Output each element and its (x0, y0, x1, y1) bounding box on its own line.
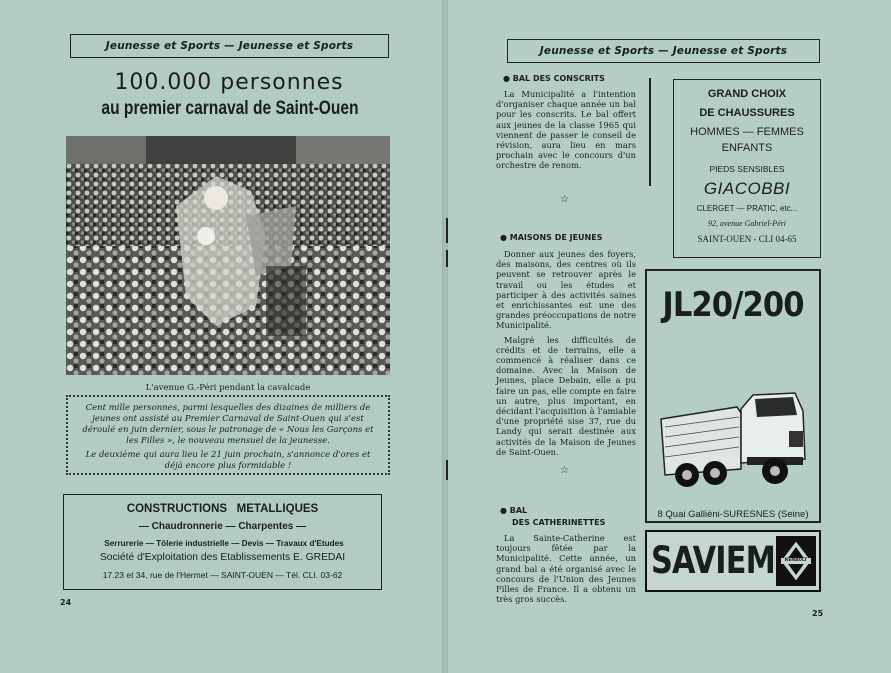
ad-line-2: — Chaudronnerie — Charpentes — (138, 521, 307, 532)
truck-model: JL20/200 (662, 285, 804, 325)
truck-ad-address: 8 Quai Galliéni-SURESNES (Seine) (657, 509, 809, 520)
right-page-number: 25 (812, 609, 824, 618)
article-box (66, 395, 390, 475)
article-subtitle: au premier carnaval de Saint-Ouen (101, 98, 359, 119)
star-divider: ☆ (560, 465, 569, 476)
left-page-number: 24 (60, 598, 72, 607)
right-header: Jeunesse et Sports — Jeunesse et Sports (507, 39, 820, 63)
binding-mark (446, 250, 448, 267)
article-title: 100.000 personnes (114, 70, 344, 95)
ad-line-5: 17.23 et 34, rue de l'Hermet — SAINT-OUEN — Tél. CLI. 03-62 (102, 570, 343, 580)
article-paragraph-1: Cent mille personnes, parmi lesquelles des dizaines de milliers de jeunes ont assisté au Premier Carnaval de Saint-Ouen qui s'est déroulé en juin dernier, sous le patronage de « Nous les Garçons et les Filles », le nouveau mensuel de la jeunesse. (82, 403, 374, 446)
carnival-photo (66, 136, 390, 375)
crowd-image (66, 136, 390, 375)
saviem-brand: SAVIEM (651, 539, 776, 582)
section-heading-maisons-jeunes: ● MAISONS DE JEUNES (500, 233, 603, 242)
shoe-ad-line-8: 92, avenue Gabriel-Péri (708, 219, 786, 228)
section-heading-catherinettes: DES CATHERINETTES (512, 518, 606, 527)
metal-construction-ad (63, 494, 382, 590)
shoe-ad-line-1: GRAND CHOIX (707, 88, 787, 100)
section-heading-bal-conscrits: ● BAL DES CONSCRITS (503, 74, 605, 83)
truck-icon (657, 371, 813, 501)
binding-mark (446, 218, 448, 243)
paragraph: La Municipalité a l'intention d'organiser chaque année un bal pour les conscrits. Le bal offert aux jeunes de la classe 1965 qui viennent de passer le conseil de révision, aura lieu en mars prochain avec le concours d'un orchestre de renom. (496, 89, 636, 171)
ad-line-3: Serrurerie — Tôlerie industrielle — Devis — Travaux d'Etudes (104, 539, 344, 548)
renault-logo-text: RENAULT (784, 558, 808, 563)
shoe-store-ad (673, 79, 821, 258)
left-header: Jeunesse et Sports — Jeunesse et Sports (70, 34, 389, 58)
shoe-ad-line-7: CLERGET — PRATIC, etc... (696, 204, 798, 213)
shoe-ad-brand: GIACOBBI (703, 179, 791, 198)
renault-logo (775, 535, 817, 587)
shoe-ad-line-5: PIEDS SENSIBLES (709, 164, 785, 174)
section-text-bal-conscrits (496, 89, 636, 175)
article-paragraph-2: Le deuxième qui aura lieu le 21 juin prochain, s'annonce d'ores et déjà encore plus formidable ! (85, 450, 371, 471)
paragraph: La Sainte-Catherine est toujours fêtée par la Municipalité. Cette année, un grand bal a été organisé avec le concours de l'Union des Jeunes Filles de France. Il a obtenu un très gros succès. (496, 533, 636, 605)
paragraph: Malgré les difficultés de crédits et de terrains, elle a commencé à réaliser dans ce domaine. Avec la Maison de Jeunes, place Debain, elle a pu faire un pas, elle compte en faire un autre, plus important, en décidant l'acquisition à l'amiable d'une propriété sise 37, rue du Landy qui serait destinée aux activités de la Maison de Jeunes de Saint-Ouen. (496, 334, 636, 457)
section-text-catherinettes (496, 533, 636, 608)
ad-line-4: Société d'Exploitation des Etablissements E. GREDAI (99, 552, 346, 563)
star-divider: ☆ (560, 194, 569, 205)
shoe-ad-line-9: SAINT-OUEN - CLI 04-65 (697, 234, 797, 244)
truck-ad (645, 269, 821, 523)
ad-title: CONSTRUCTIONS METALLIQUES (126, 503, 319, 515)
book-gutter (442, 0, 448, 673)
shoe-ad-line-4: ENFANTS (721, 142, 773, 154)
shoe-ad-line-3: HOMMES — FEMMES (690, 126, 804, 138)
photo-caption: L'avenue G.-Péri pendant la cavalcade (145, 383, 311, 393)
section-text-maisons-jeunes (496, 249, 636, 461)
saviem-logo-box (645, 530, 821, 592)
binding-mark (446, 460, 448, 480)
section-heading-bal: ● BAL (500, 506, 528, 515)
column-rule (649, 78, 651, 186)
paragraph: Donner aux jeunes des foyers, des maisons, des centres où ils peuvent se retrouver après le travail ou les études et participer à des activités saines et enrichissantes est une des grandes préoccupations de notre Municipalité. (496, 249, 636, 331)
shoe-ad-line-2: DE CHAUSSURES (699, 107, 795, 119)
